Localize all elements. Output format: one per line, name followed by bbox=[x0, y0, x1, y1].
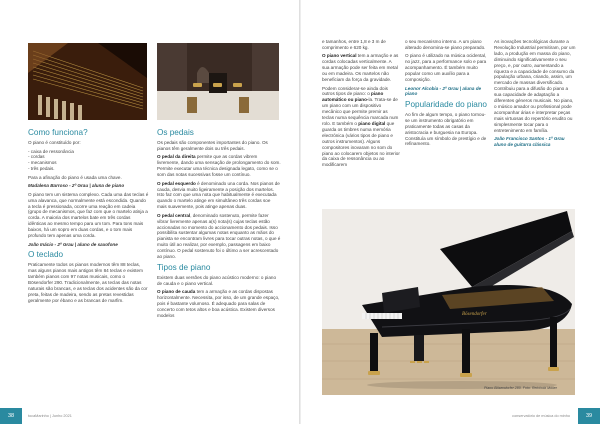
heading-keyboard: O teclado bbox=[28, 250, 64, 260]
student-quote-1: Madalena Barroso - 2º Grau | aluna de piano bbox=[28, 183, 125, 189]
part-item: - caixa de ressonância bbox=[28, 148, 74, 154]
mechanism-paragraph: O piano tem um sistema complexo. Cada uma das teclas é uma alavanca, que normalmente está escondida. Quando a tecla é pressionada, ocorre uma reação em cadeia (grupo de mecanismos, que faz com que o martelo atinja a corda. A maioria dos martelos bate em três cordas idênticas ao mesmo tempo para um tom. Para tons mais baixos, há um sopro em duas cordas, e o tom mais profundo tem apenas uma corda. bbox=[28, 191, 149, 239]
student-quote-4: João Francisco Santos - 1º Grau aluno de guitarra clássica bbox=[494, 136, 565, 147]
piano-pedals-photo bbox=[157, 43, 279, 120]
right-column-1 bbox=[322, 39, 400, 207]
student-quote-2: João Inácio - 2º Grau | aluno de saxofone bbox=[28, 241, 118, 247]
right-column-2 bbox=[405, 39, 489, 207]
right-footer bbox=[300, 408, 600, 424]
popularity-text: Ao fim de algum tempo, o piano tornou-se um instrumento obrigatório em praticamente todas as casas da aristocracia e burguesia na Europa. Constituía um símbolo de prestígio e de refinamento. bbox=[405, 111, 487, 147]
heading-pedals: Os pedais bbox=[157, 128, 194, 137]
grand-piano-paragraph: O piano de cauda tem a armação e as cordas dispostas horizontalmente. Necessita, por isso, de um grande espaço, pois é bastante volumoso. É adequado para salas de concerto com tetos altos e boa acústica. Existem diversos modelos bbox=[157, 289, 280, 318]
part-item: - cordas bbox=[28, 154, 45, 160]
pedal-right-paragraph: O pedal da direita permite que as cordas vibrem livremente, dando uma sensação de prolongamento do som. Permite executar uma técnica designada legato, como se o som das notas sucessivas fosse um contínuo. bbox=[157, 154, 281, 178]
part-item: - três pedais. bbox=[28, 166, 55, 172]
sizes-continued: e tamanhos, entre 1,8 e 3 m de comprimento e 620 kg. bbox=[322, 39, 386, 50]
keyboard-paragraph: Praticamente todos os pianos modernos têm 88 teclas, mas alguns pianos mais antigos têm 84 teclas e existem também pianos com 97 notas musicais, como o Bösendorfer 290. Tradicionalmente, as teclas das notas naturais são brancas, e as teclas dos acidentes são da cor preta, feitas de madeira, sendo as pretas revestidas geralmente por ébano e as brancas de marfim. bbox=[28, 262, 148, 303]
grand-piano-term: O piano de cauda bbox=[157, 289, 196, 294]
prepared-piano-text: o seu mecanismo interno. A um piano alterado denomina-se piano preparado. bbox=[405, 39, 486, 50]
vertical-term: O piano vertical bbox=[322, 53, 357, 59]
tuning-note: Para a afinação do piano é usada uma chave. bbox=[28, 174, 122, 180]
pedals-intro: Os pedais são componentes importantes do piano. Os pianos têm geralmente dois ou três pedais. bbox=[157, 140, 268, 151]
left-column-2 bbox=[157, 126, 281, 406]
pedal-left-term: O pedal esquerdo bbox=[157, 180, 196, 186]
photo-caption: Piano Bösendorfer 280. Foto: Reinhold Möller bbox=[484, 386, 557, 390]
pedal-right-term: O pedal da direita bbox=[157, 154, 196, 160]
pedal-center-paragraph: O pedal central, denominado sostenuto, permite fazer vibrar livremente apenas a(s) nota(s) cujas teclas estão accionadas no momento do accionamento dos pedais. Isso possibilita sustentar algumas notas enquanto as mãos do pianista se encontram livres para tocar outras notas, o que é muito útil ao realizar, por exemplo, passagens em baixo contínuo. O pedal sostenuto foi o último a ser acrescentado ao piano. bbox=[157, 212, 281, 260]
publication-name-left: tocaMarinho | Junho 2021 bbox=[28, 414, 72, 418]
svg-text:Bösendorfer: Bösendorfer bbox=[462, 312, 487, 317]
other-types-paragraph: Podem considerar-se ainda dois outros tipos de piano: o piano automático ou piano-la. Trata-se de um piano com um dispositivo mecânico que permite premir as teclas numa sequência marcada num rolo. E também o piano digital que guarda os timbres numa memória electrónica (vários tipos de piano e outros instrumentos). Alguns compositores inovaram no som do piano ao colocarem objetos no interior da caixa de ressonância ou ao modificarem bbox=[322, 85, 400, 168]
digital-piano-term: piano digital bbox=[358, 120, 386, 126]
parts-intro: O piano é constituído por: bbox=[28, 140, 81, 145]
piano-mechanism-photo bbox=[28, 43, 147, 120]
publication-name-right: conservatório de música do minho bbox=[512, 414, 570, 418]
pedal-center-term: O pedal central bbox=[157, 212, 191, 218]
heading-popularity: Popularidade do piano bbox=[405, 99, 487, 109]
usage-text: O piano é utilizado na música ocidental, no jazz, para a performance solo e para acompanhamento. É também muito popular como um auxílio para a composição. bbox=[405, 53, 487, 83]
types-intro: Existem duas versões do piano acústico moderno: o piano de cauda e o piano vertical. bbox=[157, 274, 276, 286]
pedal-left-paragraph: O pedal esquerdo é denominado una corda. Nos pianos de cauda, desvia muito ligeiramente a posição dos martelos. Isto faz com que uma nota que habitualmente é executada quando o martelo atinge em simultâneo três cordas soe mais suavemente, pois atinge apenas duas. bbox=[157, 180, 280, 210]
left-footer bbox=[0, 408, 300, 424]
heading-piano-types: Tipos de piano bbox=[157, 262, 211, 272]
right-column-3 bbox=[494, 39, 576, 207]
student-quote-3: Leonor Alcobia - 2º Grau | aluna de piano bbox=[405, 85, 482, 97]
left-column-1 bbox=[28, 126, 149, 406]
page-number-left: 38 bbox=[0, 408, 22, 424]
page-number-right: 39 bbox=[578, 408, 600, 424]
automatic-piano-term: piano automático ou piano- bbox=[322, 91, 384, 103]
heading-how-it-works: Como funciona? bbox=[28, 128, 88, 137]
grand-piano-photo bbox=[322, 209, 575, 395]
vertical-paragraph: O piano vertical tem a armação e as cordas colocadas verticalmente. A sua armação pode ser feita em metal ou em madeira. Os martelos não beneficiam da força da gravidade. bbox=[322, 53, 399, 83]
part-item: - mecanismos bbox=[28, 160, 57, 166]
industrial-revolution-text: As inovações tecnológicas durante a Revolução Industrial permitiram, por um lado, a produção em massa do piano, diminuindo significativamente o seu preço, e, por outro, aumentando a riqueza e a capacidade de consumo da população urbana, criando, assim, um mercado de massas diversificado. Contribuiu para a difusão do piano a sua capacidade de adaptação a diferentes géneros musicais. No piano, o músico amador ou profissional pode acompanhar árias e interpretar peças mais virtuosas do repertório erudito ou simplesmente tocar para o entretenimento em família. bbox=[494, 39, 576, 133]
page-gutter bbox=[299, 0, 301, 424]
